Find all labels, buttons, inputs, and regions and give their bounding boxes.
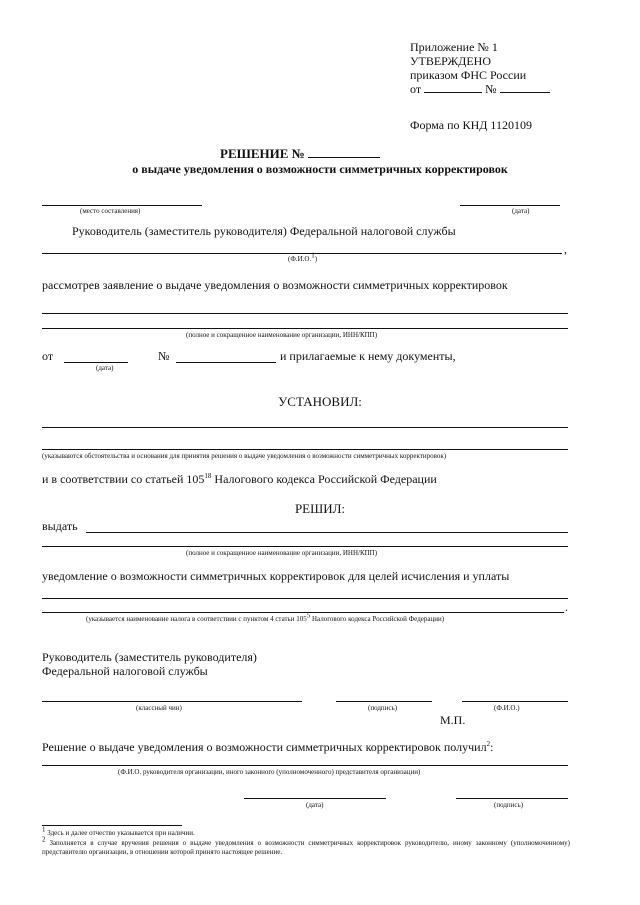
- footnote-1-mark: 1: [42, 825, 46, 834]
- tax-line-2: [42, 612, 564, 613]
- date-caption: (дата): [512, 207, 530, 215]
- application-number-line: [176, 362, 276, 363]
- org-caption-2: (полное и сокращенное наименование организации, ИНН/КПП): [186, 549, 378, 557]
- circumstances-line-2: [42, 449, 568, 450]
- footnote-2: [42, 835, 571, 857]
- established-heading: УСТАНОВИЛ:: [278, 394, 362, 409]
- decision-subtitle: о выдаче уведомления о возможности симметричных корректировок: [132, 162, 508, 176]
- approved-label: УТВЕРЖДЕНО: [410, 54, 492, 68]
- application-date-caption: (дата): [96, 364, 114, 372]
- order-label: приказом ФНС России: [410, 68, 527, 82]
- circumstances-line-1: [42, 427, 568, 428]
- rank-line: [42, 701, 302, 702]
- number-label: №: [158, 349, 170, 363]
- issue-line-2: [42, 546, 568, 547]
- receipt-signature-line: [456, 798, 568, 799]
- decision-title: [220, 146, 380, 161]
- footnote-1: [42, 825, 570, 838]
- signature-line: [336, 701, 432, 702]
- fio-caption: [288, 251, 318, 263]
- stamp-place: М.П.: [440, 713, 466, 727]
- received-colon: :: [490, 740, 494, 754]
- head-line: Руководитель (заместитель руководителя) Федеральной налоговой службы: [72, 224, 456, 238]
- issue-label: выдать: [42, 519, 78, 533]
- tax-caption-tail: Налогового кодекса Российской Федерации): [310, 615, 445, 623]
- head-signature-line1: Руководитель (заместитель руководителя): [42, 650, 257, 664]
- tax-caption: [86, 611, 445, 623]
- date-line: [460, 205, 560, 206]
- according-post: Налогового кодекса Российской Федерации: [211, 472, 437, 486]
- place-caption: (место составления): [80, 207, 141, 215]
- decision-number-blank: [308, 147, 380, 158]
- approval-header: [410, 40, 550, 96]
- fio-line: [42, 253, 562, 254]
- according-pre: и в соответствии со статьей 105: [42, 472, 205, 486]
- fio2-caption: (Ф.И.О.): [494, 704, 520, 712]
- appendix-label: Приложение № 1: [410, 40, 498, 54]
- attached-text: и прилагаемые к нему документы,: [280, 349, 456, 363]
- order-number-label: №: [485, 82, 497, 96]
- signature-caption: (подпись): [368, 704, 398, 712]
- footnote-2-text: Заполняется в случае вручения решения о выдаче уведомления о возможности симметричных корректировок руководителю, иному законному (уполномоченному) представителю организации, в отношении которой принято настоящее решение.: [42, 839, 571, 856]
- footnote-1-text: Здесь и далее отчество указывается при наличии.: [47, 829, 195, 837]
- circumstances-caption: (указываются обстоятельства и основания для принятия решения о выдаче уведомления о возможности симметричных корректировок): [42, 452, 447, 460]
- from-label: от: [42, 349, 54, 363]
- org-line-1: [42, 313, 568, 314]
- order-from-label: от: [410, 82, 422, 96]
- form-code: Форма по КНД 1120109: [410, 118, 532, 132]
- place-line: [42, 205, 202, 206]
- considered-text: рассмотрев заявление о выдаче уведомления о возможности симметричных корректировок: [42, 278, 508, 292]
- tax-period: .: [565, 600, 568, 614]
- notice-text: уведомление о возможности симметричных корректировок для целей исчисления и уплаты: [42, 569, 510, 583]
- decision-title-text: РЕШЕНИЕ №: [220, 146, 305, 161]
- footnote-divider: [42, 825, 182, 826]
- tax-caption-sup: 5: [306, 611, 311, 620]
- recipient-line: [42, 765, 568, 766]
- fio-caption-text: (Ф.И.О.: [288, 255, 312, 263]
- tax-line-1: [42, 598, 568, 599]
- received-sup: 2: [486, 740, 491, 748]
- received-text-main: Решение о выдаче уведомления о возможности симметричных корректировок получил: [42, 740, 487, 754]
- fio2-line: [462, 701, 568, 702]
- according-text: [42, 472, 437, 486]
- recipient-caption: (Ф.И.О. руководителя организации, иного законного (уполномоченного) представителя организации): [118, 768, 421, 776]
- receipt-date-caption: (дата): [306, 801, 324, 809]
- order-date-blank: [424, 82, 482, 93]
- application-date-line: [64, 362, 128, 363]
- according-sup: 18: [204, 472, 212, 480]
- receipt-signature-caption: (подпись): [494, 801, 524, 809]
- fio-caption-close: ): [314, 255, 318, 263]
- fio-caption-sup: 1: [311, 251, 315, 260]
- org-line-2: [42, 328, 568, 329]
- receipt-date-line: [244, 798, 386, 799]
- order-number-blank: [500, 82, 550, 93]
- received-text: [42, 740, 493, 754]
- order-date-row: [410, 82, 550, 96]
- tax-caption-text: (указывается наименование налога в соответствии с пунктом 4 статьи 105: [86, 615, 307, 623]
- rank-caption: (классный чин): [136, 704, 182, 712]
- org-caption: (полное и сокращенное наименование организации, ИНН/КПП): [186, 331, 378, 339]
- footnote-2-mark: 2: [42, 835, 46, 844]
- fio-comma: ,: [564, 242, 567, 256]
- head-signature-line2: Федеральной налоговой службы: [42, 664, 208, 678]
- issue-line: [86, 532, 568, 533]
- decided-heading: РЕШИЛ:: [294, 501, 346, 516]
